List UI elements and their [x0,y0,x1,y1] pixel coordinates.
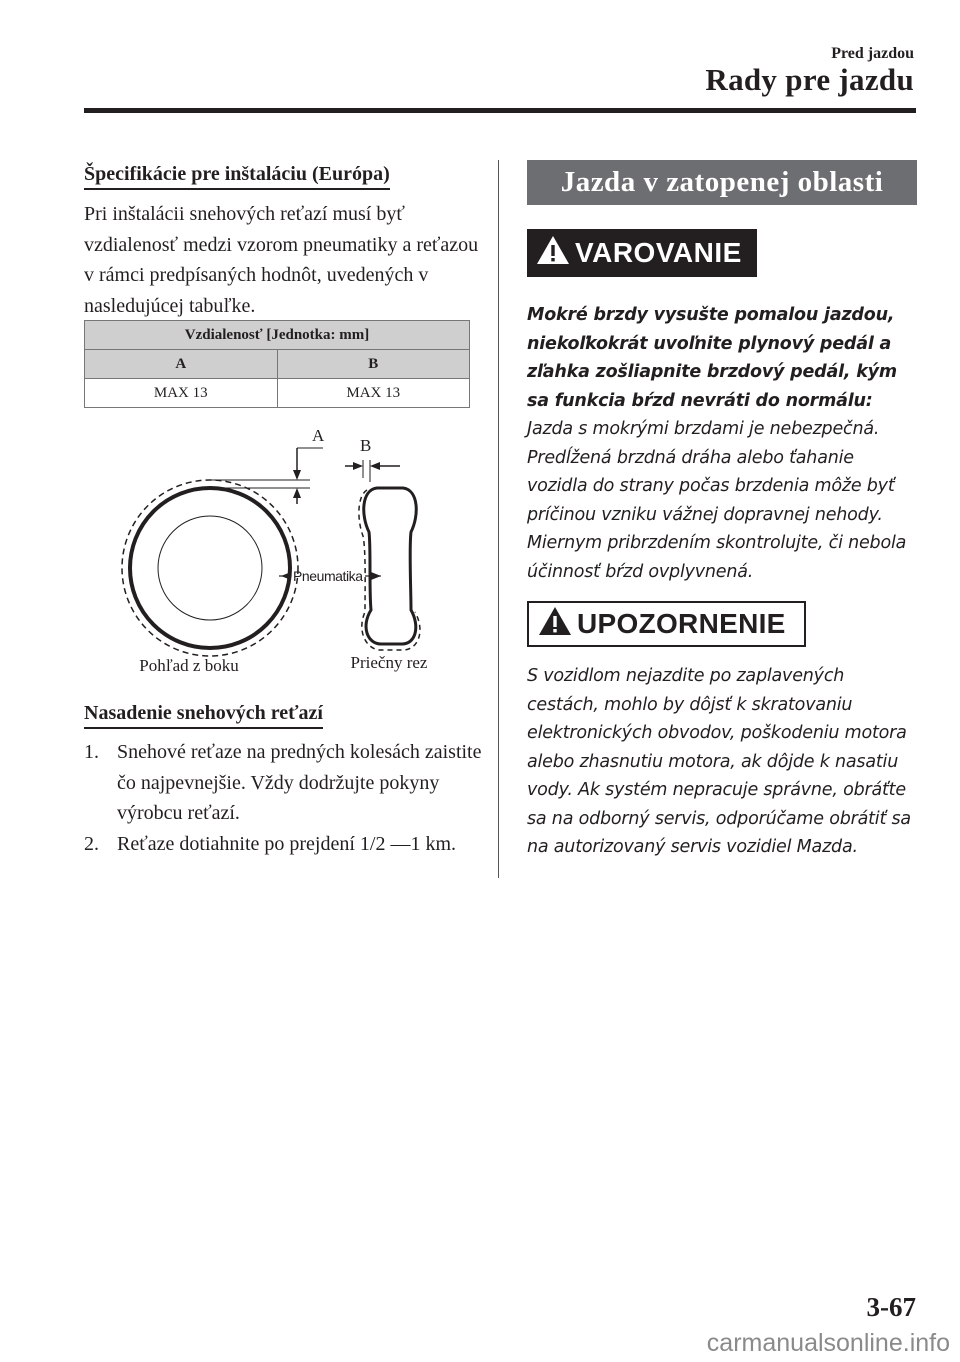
page-number: 3-67 [866,1292,916,1322]
warning-label-box [527,229,757,277]
chains-heading: Nasadenie snehových reťazí [84,702,323,729]
column-divider [498,160,499,878]
header-section: Pred jazdou [831,45,914,62]
label-a: A [312,426,325,445]
caution-label-box [527,601,806,647]
list-item [84,737,484,829]
chain-outline-side [122,480,298,656]
spec-text: Pri inštalácii snehových reťazí musí byť vzdialenosť medzi vzorom pneumatiky a reťazou v rámci predpísaných hodnôt, uvedených v nasledujúcej tabuľke. [84,203,479,317]
tire-chain-diagram [115,420,455,685]
caption-cross-section: Priečny rez [350,653,428,672]
warning-label: VAROVANIE [575,237,742,268]
label-b: B [360,436,372,455]
tire-chain-figure [115,420,455,685]
spec-table-col-a: A [85,350,278,379]
caution-triangle-icon [537,605,573,644]
tire-rim [158,516,262,620]
section-banner: Jazda v zatopenej oblasti [527,160,917,205]
spec-table-value-b: MAX 13 [277,379,470,408]
warning-content [527,301,917,586]
header-chapter: Rady pre jazdu [705,62,914,97]
tire-outer [130,488,290,648]
list-item-text: Snehové reťaze na predných kolesách zaistite čo najpevnejšie. Vždy dodržujte pokyny výrobcu reťazí. [117,741,482,824]
tire-arrow-left [281,572,291,580]
b-arrow-left [353,462,363,470]
a-arrow-bottom [293,488,301,498]
caution-label: UPOZORNENIE [577,608,786,639]
chains-heading-wrap [84,702,323,725]
warning-text: Jazda s mokrými brzdami je nebezpečná. Predĺžená brzdná dráha alebo ťahanie vozidla do strany počas brzdenia môže byť príčinou vzniku vážnej dopravnej nehody. Miernym pribrzdením skontrolujte, či nebola účinnosť bŕzd ovplyvnená. [527,419,907,582]
a-arrow-top [293,470,301,480]
tire-arrow-right [371,572,381,580]
caption-side-view: Pohľad z boku [139,656,239,675]
spec-table-title: Vzdialenosť [Jednotka: mm] [85,321,470,350]
list-item-number: 1. [84,741,99,763]
list-item [84,829,484,860]
spec-table [84,320,470,408]
spec-table-col-b: B [277,350,470,379]
watermark: carmanualsonline.info [706,1329,950,1357]
header-rule [84,108,916,113]
spec-table-value-a: MAX 13 [85,379,278,408]
label-tire: Pneumatika [293,568,363,584]
chains-steps [84,737,484,859]
warning-bold-text: Mokré brzdy vysušte pomalou jazdou, niekoľkokrát uvoľnite plynový pedál a zľahka zošliapnite brzdový pedál, kým sa funkcia bŕzd nevráti do normálu: [527,305,897,411]
spec-heading: Špecifikácie pre inštaláciu (Európa) [84,163,390,190]
list-item-number: 2. [84,832,99,855]
list-item-text: Reťaze dotiahnite po prejdení 1/2 ―1 km. [117,832,457,855]
b-arrow-right [370,462,380,470]
warning-triangle-icon [535,234,571,273]
spec-heading-wrap [84,163,390,186]
caution-text: S vozidlom nejazdite po zaplavených cestách, mohlo by dôjsť k skratovaniu elektronických obvodov, poškodeniu motora alebo zhasnutiu motora, ak dôjde k nasatiu vody. Ak systém nepracuje správne, obráťte sa na odborný servis, odporúčame obrátiť sa na autorizovaný servis vozidiel Mazda. [527,666,911,857]
tire-cross-section [364,488,417,644]
